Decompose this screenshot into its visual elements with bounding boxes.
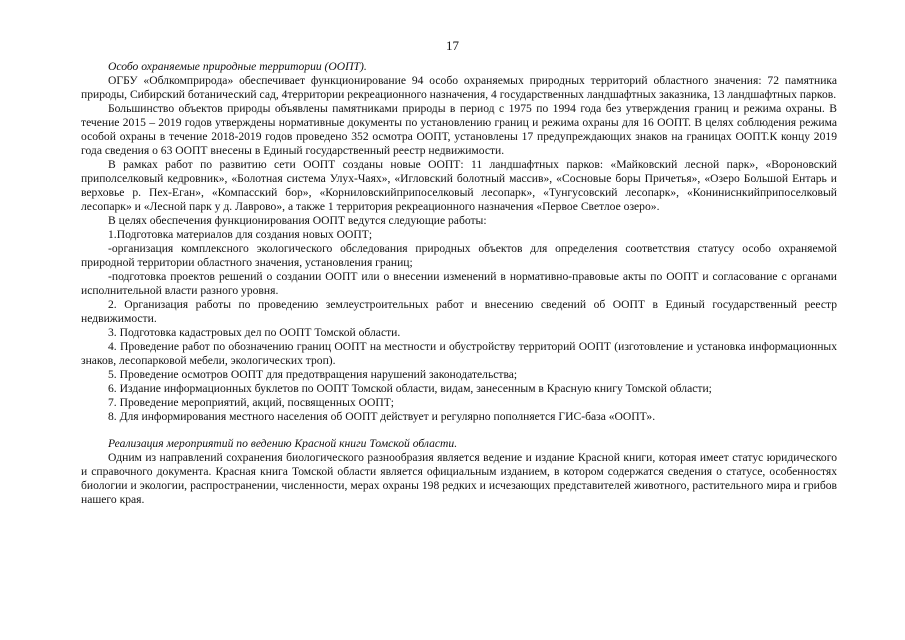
list-item: 6. Издание информационных буклетов по ООПТ Томской области, видам, занесенным в Красную книгу Томской области; [108, 382, 712, 395]
list-item: 1.Подготовка материалов для создания новых ООПТ; [108, 228, 373, 241]
paragraph: В целях обеспечения функционирования ООПТ ведутся следующие работы: [108, 214, 487, 227]
list-item: 2. Организация работы по проведению землеустроительных работ и внесению сведений об ООПТ в Единый государственный реестр недвижимости. [81, 298, 837, 325]
list-item: 4. Проведение работ по обозначению границ ООПТ на местности и обустройству территорий ООПТ (изготовление и установка информационных знаков, лесопарковой мебели, экологических троп). [81, 340, 837, 367]
section-title-red-book: Реализация мероприятий по ведению Красной книги Томской области. [108, 437, 458, 450]
list-item: 7. Проведение мероприятий, акций, посвященных ООПТ; [108, 396, 395, 409]
list-item: 8. Для информирования местного населения об ООПТ действует и регулярно пополняется ГИС-база «ООПТ». [108, 410, 656, 423]
list-item: -подготовка проектов решений о создании ООПТ или о внесении изменений в нормативно-правовые акты по ООПТ и согласование с органами исполнительной власти разного уровня. [81, 270, 837, 297]
paragraph: Одним из направлений сохранения биологического разнообразия является ведение и издание Красной книги, которая имеет статус юридического и справочного документа. Красная книга Томской области является официальным изданием, в котором содержатся сведения о статусе, особенностях биологии и экологии, распространении, численности, мерах охраны 198 редких и исчезающих представителей животного, растительного мира и грибов нашего края. [81, 451, 837, 506]
list-item: -организация комплексного экологического обследования природных объектов для определения соответствия статусу особо охраняемой природной территории областного значения, установления границ; [81, 242, 837, 269]
section-spacer [81, 424, 837, 437]
paragraph: В рамках работ по развитию сети ООПТ созданы новые ООПТ: 11 ландшафтных парков: «Майковский лесной парк», «Вороновский приполселковый кедровник», «Болотная система Улух-Чаях», «Игловский болотный массив», «Сосновые боры Причетья», «Озеро Большой Ентарь и верховье р. Пех-Еган», «Компасский бор», «Корниловскийприпоселковый лесопарк», «Тунгусовский лесопарк», «Кониниснкийприпоселковый лесопарк» и «Лесной парк у д. Лаврово», а также 1 территория рекреационного назначения «Первое Светлое озеро». [81, 158, 837, 213]
paragraph: ОГБУ «Облкомприрода» обеспечивает функционирование 94 особо охраняемых природных территорий областного значения: 72 памятника природы, Сибирский ботанический сад, 4территории рекреационного назначения, 4 государственных ландшафтных заказника, 13 ландшафтных парков. [81, 74, 837, 101]
list-item: 5. Проведение осмотров ООПТ для предотвращения нарушений законодательства; [108, 368, 518, 381]
list-item: 3. Подготовка кадастровых дел по ООПТ Томской области. [108, 326, 401, 339]
section-title-oopt: Особо охраняемые природные территории (ООПТ). [108, 60, 367, 73]
page-body [81, 60, 837, 507]
paragraph: Большинство объектов природы объявлены памятниками природы в период с 1975 по 1994 года без утверждения границ и режима охраны. В течение 2015 – 2019 годов утверждены нормативные документы по установлению границ и режима охраны для 16 ООПТ. В целях соблюдения режима особой охраны в течение 2018-2019 годов проведено 352 осмотра ООПТ, установлены 17 предупреждающих знаков на границах ООПТ.К концу 2019 года сведения о 63 ООПТ внесены в Единый государственный реестр недвижимости. [81, 102, 837, 157]
page-number: 17 [446, 38, 459, 53]
